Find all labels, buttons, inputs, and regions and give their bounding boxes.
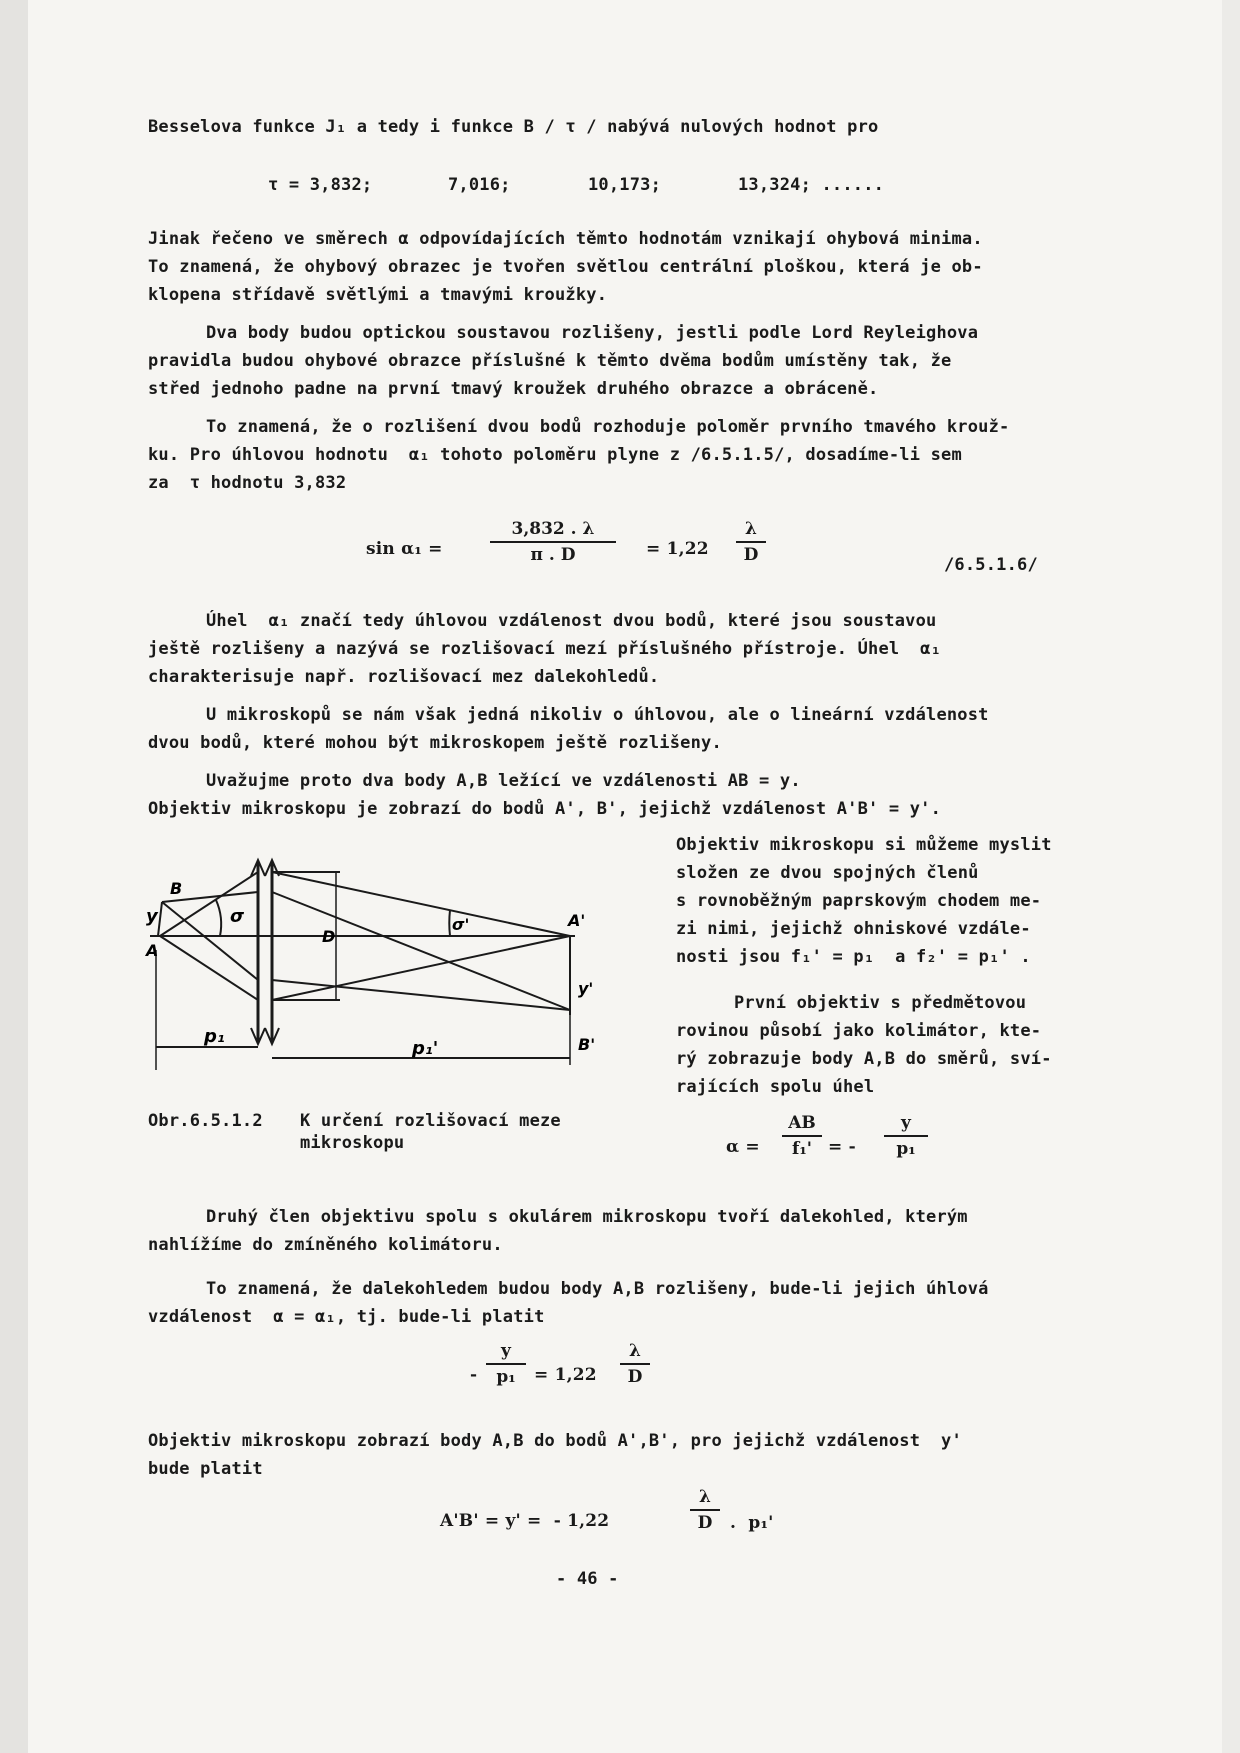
eq3-denominator: p₁ bbox=[496, 1367, 516, 1387]
fraction-bar bbox=[690, 1509, 720, 1511]
eq1-numerator: 3,832 . λ bbox=[511, 519, 595, 539]
label-a: A bbox=[146, 941, 159, 960]
angle-arc-sigma bbox=[216, 900, 221, 936]
fraction-bar bbox=[490, 541, 616, 543]
page-number: - 46 - bbox=[556, 1569, 619, 1589]
eq2-frac2-numerator: y bbox=[901, 1113, 911, 1133]
eq3-frac2-denominator: D bbox=[627, 1367, 643, 1387]
side-line: rovinou působí jako kolimátor, kte- bbox=[676, 1021, 1042, 1041]
eq3-frac2-numerator: λ bbox=[629, 1341, 641, 1361]
eq1-frac2-numerator: λ bbox=[745, 519, 757, 539]
paragraph-line: Uvažujme proto dva body A,B ležící ve vzdálenosti AB = y. bbox=[206, 771, 801, 791]
fraction-bar bbox=[736, 541, 766, 543]
figure-caption: mikroskopu bbox=[300, 1133, 405, 1153]
label-p1: p₁ bbox=[204, 1026, 225, 1047]
zero-value-2: 7,016; bbox=[448, 175, 511, 195]
eq3-fraction bbox=[486, 1340, 526, 1388]
eq2-fraction-1 bbox=[782, 1112, 822, 1160]
page-right-shadow bbox=[1222, 0, 1240, 1753]
eq1-lhs: sin α₁ = bbox=[366, 539, 443, 559]
ray bbox=[272, 892, 570, 1010]
paragraph-line: Úhel α₁ značí tedy úhlovou vzdálenost dvou bodů, které jsou soustavou bbox=[206, 611, 937, 631]
paragraph-line: Jinak řečeno ve směrech α odpovídajících těmto hodnotám vznikají ohybová minima. bbox=[148, 229, 983, 249]
ray bbox=[272, 936, 570, 1000]
fraction-bar bbox=[782, 1135, 822, 1137]
paragraph-line: Dva body budou optickou soustavou rozlišeny, jestli podle Lord Reyleighova bbox=[206, 323, 979, 343]
paragraph-line: To znamená, že ohybový obrazec je tvořen světlou centrální ploškou, která je ob- bbox=[148, 257, 983, 277]
paragraph-line: U mikroskopů se nám však jedná nikoliv o úhlovou, ale o lineární vzdálenost bbox=[206, 705, 989, 725]
paragraph-line: To znamená, že o rozlišení dvou bodů rozhoduje poloměr prvního tmavého krouž- bbox=[206, 417, 1010, 437]
page-left-shadow bbox=[0, 0, 28, 1753]
side-line: rý zobrazuje body A,B do směrů, sví- bbox=[676, 1049, 1052, 1069]
eq4-lhs: A'B' = y' = - 1,22 bbox=[440, 1511, 610, 1531]
figure-number: Obr.6.5.1.2 bbox=[148, 1111, 263, 1131]
paragraph-line: za τ hodnotu 3,832 bbox=[148, 473, 347, 493]
eq3-sign: - bbox=[470, 1365, 478, 1385]
eq1-denominator: π . D bbox=[530, 545, 576, 565]
label-y-prime: y' bbox=[578, 979, 594, 998]
paragraph-line: Druhý člen objektivu spolu s okulárem mikroskopu tvoří dalekohled, kterým bbox=[206, 1207, 968, 1227]
paragraph-line: charakterisuje např. rozlišovací mez dalekohledů. bbox=[148, 667, 660, 687]
eq1-frac2-denominator: D bbox=[743, 545, 759, 565]
paragraph-line: ku. Pro úhlovou hodnotu α₁ tohoto poloměru plyne z /6.5.1.5/, dosadíme-li sem bbox=[148, 445, 962, 465]
figure-caption: K určení rozlišovací meze bbox=[300, 1111, 561, 1131]
paragraph-line: Objektiv mikroskopu zobrazí body A,B do bodů A',B', pro jejichž vzdálenost y' bbox=[148, 1431, 962, 1451]
object-y bbox=[158, 902, 162, 936]
eq2-lhs: α = bbox=[726, 1137, 760, 1157]
ray bbox=[272, 872, 570, 936]
eq2-frac1-denominator: f₁' bbox=[792, 1139, 812, 1159]
label-sigma-prime: σ' bbox=[452, 915, 470, 934]
side-line: Objektiv mikroskopu si můžeme myslit bbox=[676, 835, 1052, 855]
eq3-mid: = 1,22 bbox=[534, 1365, 597, 1385]
eq1-fraction-2 bbox=[736, 518, 766, 566]
eq4-denominator: D bbox=[697, 1513, 713, 1533]
zero-value-1: τ = 3,832; bbox=[268, 175, 373, 195]
label-sigma: σ bbox=[230, 906, 245, 927]
equation-label: /6.5.1.6/ bbox=[944, 555, 1038, 575]
label-p1-prime: p₁' bbox=[412, 1038, 439, 1059]
paragraph-line: bude platit bbox=[148, 1459, 263, 1479]
paragraph-line: pravidla budou ohybové obrazce příslušné k těmto dvěma bodům umístěny tak, že bbox=[148, 351, 952, 371]
paragraph-line: nahlížíme do zmíněného kolimátoru. bbox=[148, 1235, 503, 1255]
side-line: s rovnoběžným paprskovým chodem me- bbox=[676, 891, 1042, 911]
intro-line: Besselova funkce J₁ a tedy i funkce B / τ / nabývá nulových hodnot pro bbox=[148, 117, 879, 137]
paragraph-line: ještě rozlišeny a nazývá se rozlišovací mezí příslušného přístroje. Úhel α₁ bbox=[148, 639, 942, 659]
eq3-fraction-2 bbox=[620, 1340, 650, 1388]
eq2-frac2-denominator: p₁ bbox=[896, 1139, 916, 1159]
zero-value-4: 13,324; ...... bbox=[738, 175, 885, 195]
label-b: B bbox=[170, 879, 183, 898]
label-y: y bbox=[146, 906, 158, 927]
paragraph-line: střed jednoho padne na první tmavý kroužek druhého obrazce a obráceně. bbox=[148, 379, 879, 399]
fraction-bar bbox=[486, 1363, 526, 1365]
paragraph-line: Objektiv mikroskopu je zobrazí do bodů A', B', jejichž vzdálenost A'B' = y'. bbox=[148, 799, 942, 819]
angle-arc-sigma-prime bbox=[449, 910, 450, 936]
eq4-rhs: . p₁' bbox=[730, 1513, 774, 1533]
side-line: nosti jsou f₁' = p₁ a f₂' = p₁' . bbox=[676, 947, 1031, 967]
label-b-prime: B' bbox=[578, 1035, 596, 1054]
fraction-bar bbox=[620, 1363, 650, 1365]
side-line: složen ze dvou spojných členů bbox=[676, 863, 979, 883]
microscope-diagram bbox=[146, 850, 596, 1070]
eq3-numerator: y bbox=[501, 1341, 511, 1361]
eq2-frac1-numerator: AB bbox=[788, 1113, 816, 1133]
eq1-fraction bbox=[490, 518, 616, 566]
eq4-numerator: λ bbox=[699, 1487, 711, 1507]
side-line: zi nimi, jejichž ohniskové vzdále- bbox=[676, 919, 1031, 939]
eq2-fraction-2 bbox=[884, 1112, 928, 1160]
label-d: D bbox=[322, 927, 336, 946]
paragraph-line: klopena střídavě světlými a tmavými kroužky. bbox=[148, 285, 608, 305]
zero-value-3: 10,173; bbox=[588, 175, 662, 195]
ray bbox=[272, 980, 570, 1010]
side-line: rajících spolu úhel bbox=[676, 1077, 875, 1097]
paragraph-line: dvou bodů, které mohou být mikroskopem ještě rozlišeny. bbox=[148, 733, 722, 753]
fraction-bar bbox=[884, 1135, 928, 1137]
paragraph-line: vzdálenost α = α₁, tj. bude-li platit bbox=[148, 1307, 545, 1327]
side-line: První objektiv s předmětovou bbox=[734, 993, 1027, 1013]
eq1-mid: = 1,22 bbox=[646, 539, 709, 559]
eq4-fraction bbox=[690, 1486, 720, 1534]
eq2-mid: = - bbox=[828, 1137, 856, 1157]
paragraph-line: To znamená, že dalekohledem budou body A,B rozlišeny, bude-li jejich úhlová bbox=[206, 1279, 989, 1299]
label-a-prime: A' bbox=[568, 911, 586, 930]
